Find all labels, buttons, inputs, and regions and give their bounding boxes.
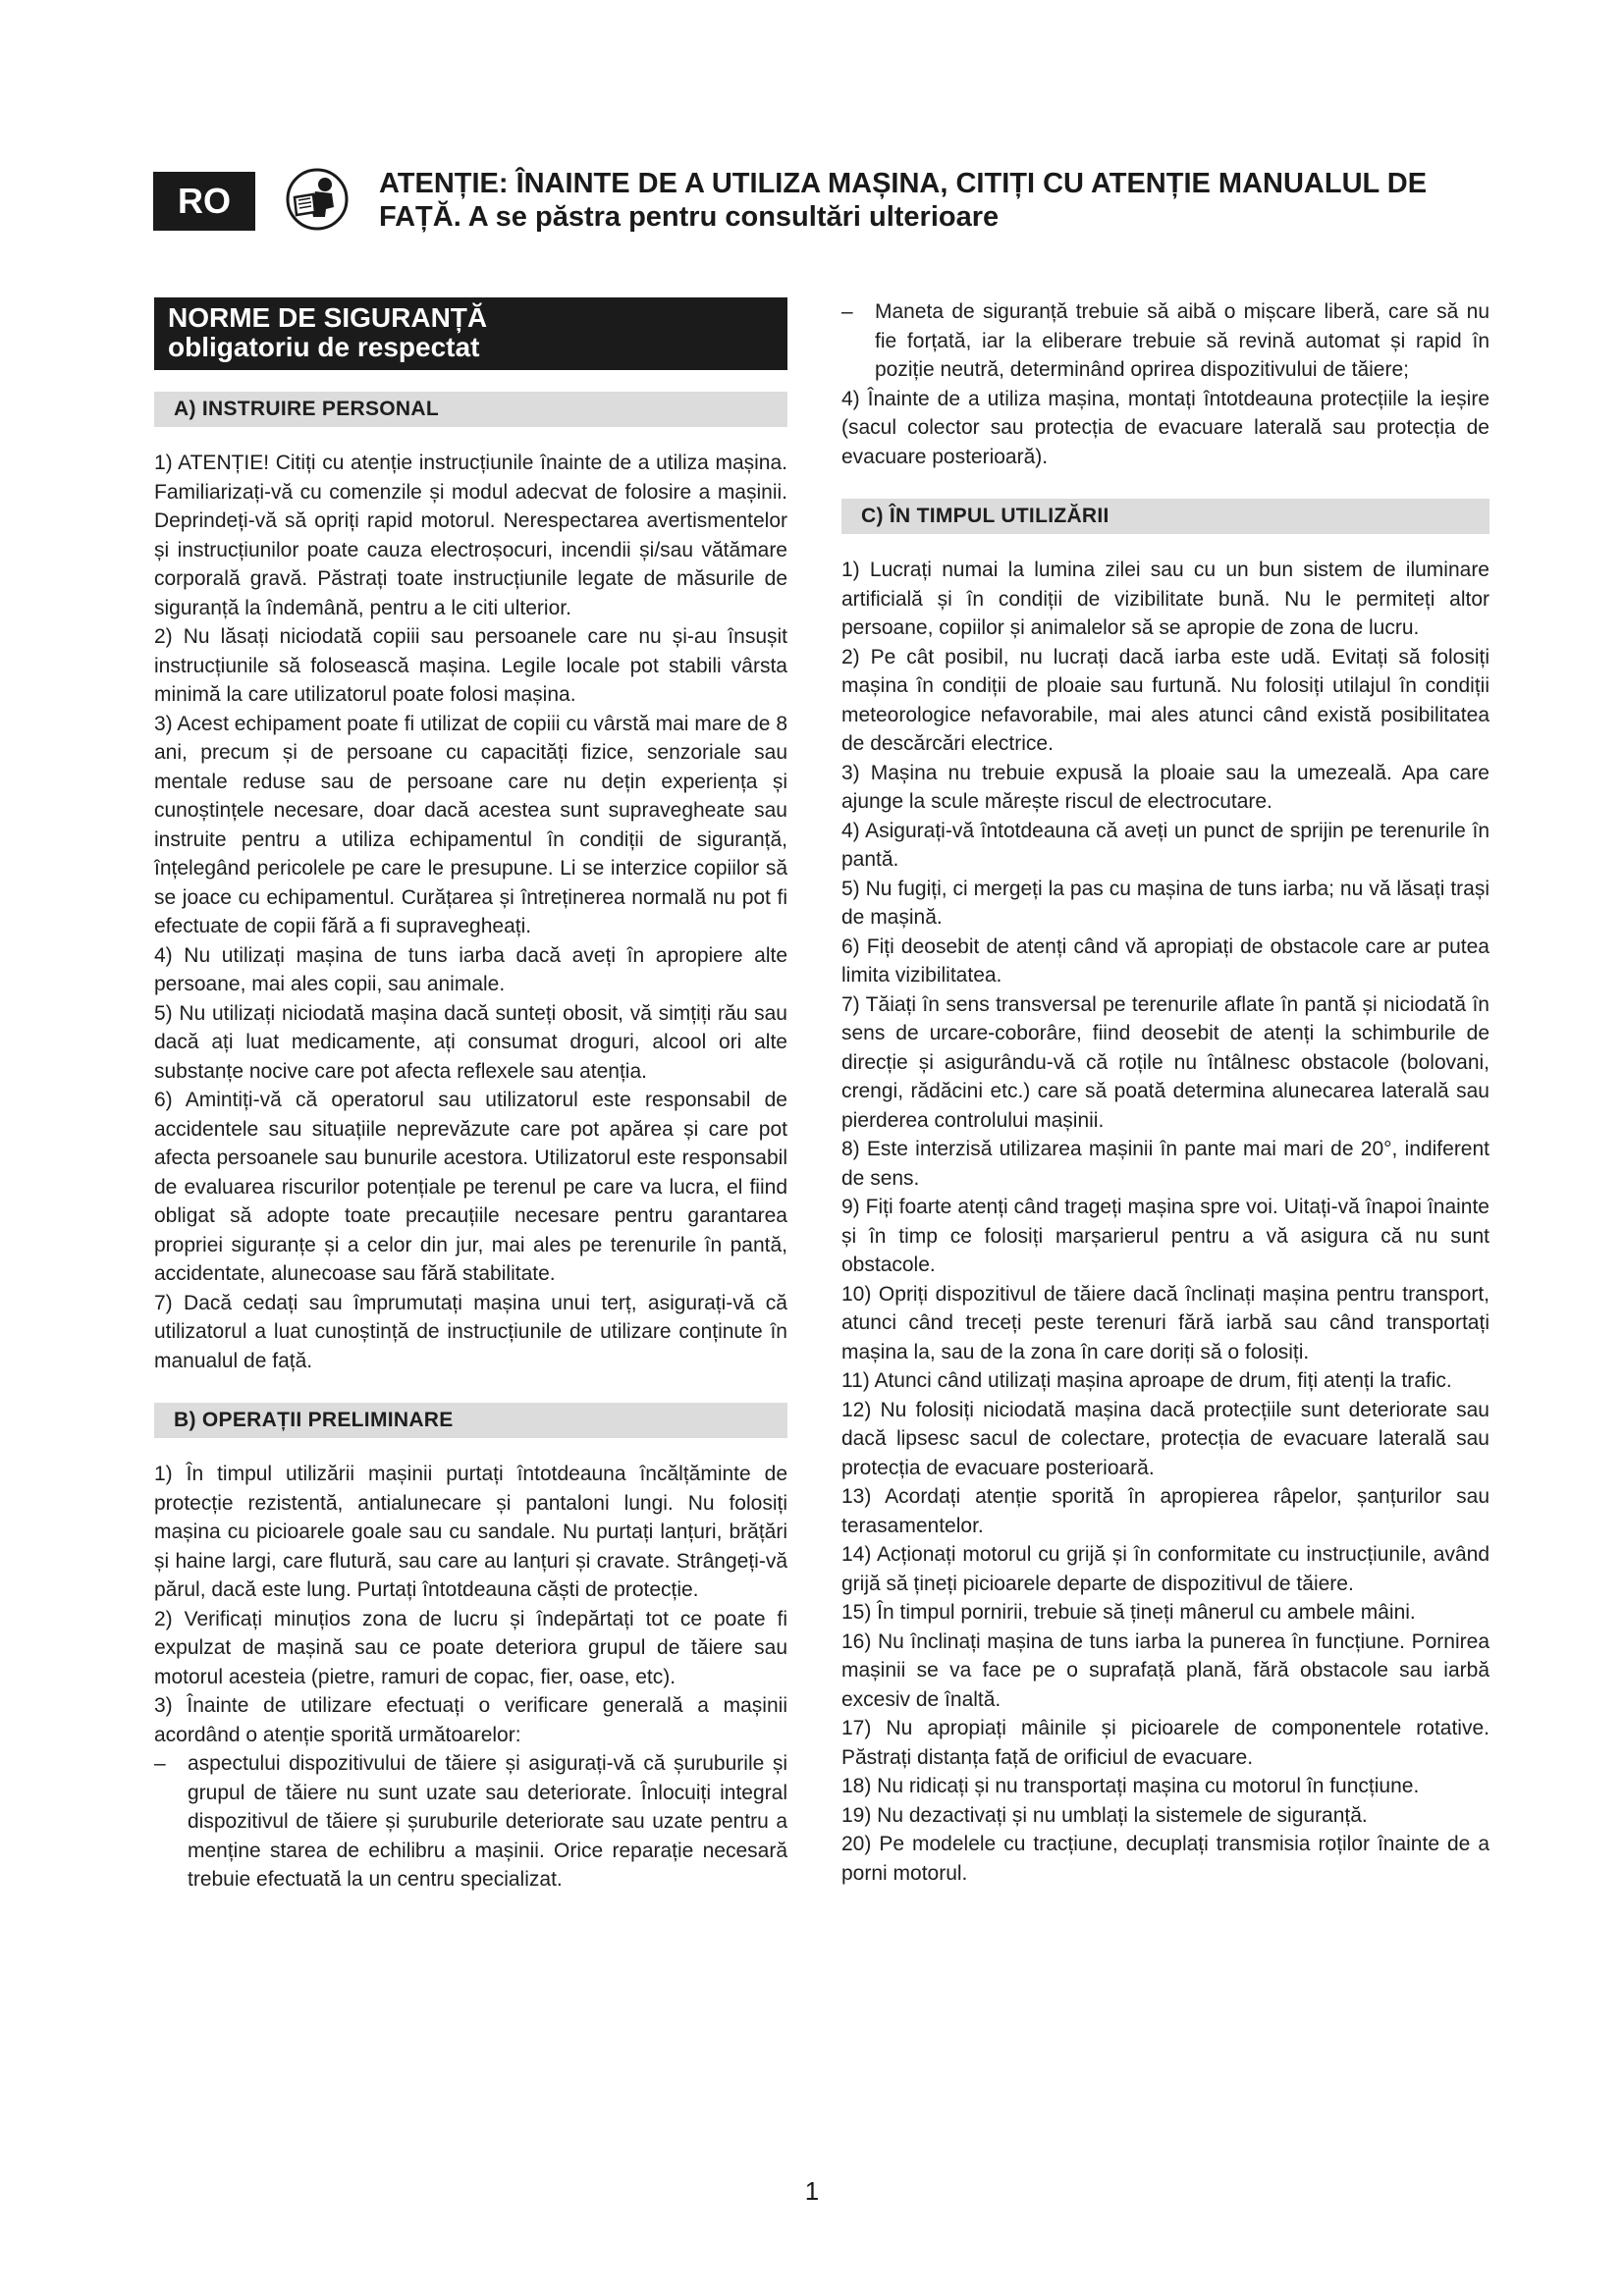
section-c-item: 5) Nu fugiți, ci mergeți la pas cu mașina de tuns iarba; nu vă lăsați trași de mașină.	[841, 877, 1489, 929]
section-a-item: 7) Dacă cedați sau împrumutați mașina unui terț, asigurați-vă că utilizatorul a luat cunoștință de instrucțiunile de utilizare conținute în manualul de față.	[154, 1291, 787, 1372]
section-c-item: 17) Nu apropiați mâinile și picioarele de componentele rotative. Păstrați distanța față de orificiul de evacuare.	[841, 1717, 1489, 1769]
section-a-item: 1) ATENȚIE! Citiți cu atenție instrucțiunile înainte de a utiliza mașina. Familiarizați-vă cu comenzile și modul adecvat de folosire a mașinii. Deprindeți-vă să opriți rapid motorul. Nerespectarea avertismentelor și instrucțiunilor poate cauza electroșocuri, incendii și/sau vătămare corporală gravă. Păstrați toate instrucțiunile legate de măsurile de siguranță la îndemână, pentru a le citi ulterior.	[154, 452, 787, 619]
right-column	[841, 297, 1489, 1888]
section-a-item: 6) Amintiți-vă că operatorul sau utilizatorul este responsabil de accidentele sau situațiile neprevăzute care pot apărea și care pot afecta persoanele sau bunurile acestora. Utilizatorul este responsabil de evaluarea riscurilor potențiale pe terenul pe care va lucra, el fiind obligat să adopte toate precauțiile necesare pentru garantarea propriei siguranțe și a celor din jur, mai ales pe terenurile în pantă, accidentate, alunecoase sau fără stabilitate.	[154, 1089, 787, 1285]
section-c-item: 1) Lucrați numai la lumina zilei sau cu un bun sistem de iluminare artificială și în condiții de vizibilitate bună. Nu le permiteți altor persoane, copiilor și animalelor să se apropie de zona de lucru.	[841, 559, 1489, 639]
section-b-item: 2) Verificați minuțios zona de lucru și îndepărtați tot ce poate fi expulzat de mașină sau ce poate deteriora grupul de tăiere sau motorul acesteia (pietre, ramuri de copac, fier, oase, etc).	[154, 1607, 787, 1688]
section-a-item: 4) Nu utilizați mașina de tuns iarba dacă aveți în apropiere alte persoane, mai ales copii, sau animale.	[154, 943, 787, 995]
section-c-item: 9) Fiți foarte atenți când trageți mașina spre voi. Uitați-vă înapoi înainte și în timp ce folosiți marșarierul pentru a vă asigura că nu sunt obstacole.	[841, 1196, 1489, 1276]
dash-item-text: aspectului dispozitivului de tăiere și asigurați-vă că șuruburile și grupul de tăiere nu sunt uzate sau deteriorate. Înlocuiți integral dispozitivul de tăiere și șuruburile deteriorate sau uzate pentru a menține starea de echilibru a mașinii. Orice reparație necesară trebuie efectuată la un centru specializat.	[188, 1752, 787, 1891]
dash-marker: –	[154, 1752, 166, 1775]
section-c-item: 2) Pe cât posibil, nu lucrați dacă iarba este udă. Evitați să folosiți mașina în condiții de ploaie sau furtună. Nu folosiți utilajul în condiții meteorologice nefavorabile, mai ales atunci când există posibilitatea de descărcări electrice.	[841, 645, 1489, 755]
section-c-item: 14) Acționați motorul cu grijă și în conformitate cu instrucțiunile, având grijă să țineți picioarele departe de dispozitivul de tăiere.	[841, 1543, 1489, 1595]
section-c-item: 7) Tăiați în sens transversal pe terenurile aflate în pantă și niciodată în sens de urcare-coborâre, fiind deosebit de atenți la schimburile de direcție și asigurându-vă că roțile nu întâlnesc obstacole (bolovani, crengi, rădăcini etc.) care să poată determina alunecarea laterală sau pierderea controlului mașinii.	[841, 992, 1489, 1132]
section-b-dash-item-continued	[841, 297, 1489, 385]
section-c-item: 4) Asigurați-vă întotdeauna că aveți un punct de sprijin pe terenurile în pantă.	[841, 819, 1489, 871]
section-c-item: 11) Atunci când utilizați mașina aproape de drum, fiți atenți la trafic.	[841, 1369, 1452, 1392]
section-c-item: 20) Pe modelele cu tracțiune, decuplați transmisia roților înainte de a porni motorul.	[841, 1833, 1489, 1885]
section-c-item: 18) Nu ridicați și nu transportați mașina cu motorul în funcțiune.	[841, 1775, 1420, 1797]
page-number: 1	[804, 2176, 820, 2206]
left-column	[154, 297, 787, 1895]
section-c-item: 6) Fiți deosebit de atenți când vă apropiați de obstacole care ar putea limita vizibilitatea.	[841, 934, 1489, 987]
section-c-item: 10) Opriți dispozitivul de tăiere dacă înclinați mașina pentru transport, atunci când treceți peste terenuri fără iarbă sau când transportați mașina la, sau de la zona în care doriți să o folosiți.	[841, 1282, 1489, 1363]
section-a-item: 3) Acest echipament poate fi utilizat de copiii cu vârstă mai mare de 8 ani, precum și de persoane cu capacități fizice, senzoriale sau mentale reduse sau de persoane care nu dețin experiența și cunoștințele necesare, doar dacă acestea sunt supravegheate sau instruite pentru a utiliza echipamentul în condiții de siguranță, înțelegând pericolele pe care le presupune. Li se interzice copiilor să se joace cu echipamentul. Curățarea și întreținerea normală nu pot fi efectuate de copii fără a fi supravegheați.	[154, 712, 787, 937]
dash-marker: –	[841, 300, 853, 323]
section-c-heading: C) ÎN TIMPUL UTILIZĂRII	[841, 499, 1489, 534]
section-c-item: 13) Acordați atenție sporită în apropierea râpelor, șanțurilor sau terasamentelor.	[841, 1485, 1489, 1537]
section-a-item: 2) Nu lăsați niciodată copiii sau persoanele care nu și-au însușit instrucțiunile să folosească mașina. Legile locale pot stabili vârsta minimă la care utilizatorul poate folosi mașina.	[154, 625, 787, 706]
section-b-item: 1) În timpul utilizării mașinii purtați întotdeauna încălțăminte de protecție rezistentă, antialunecare și pantaloni lungi. Nu folosiți mașina cu picioarele goale sau cu sandale. Nu purtați lanțuri, brățări și haine largi, care flutură, sau care au lanțuri și cravate. Strângeți-vă părul, dacă este lung. Purtați întotdeauna căști de protecție.	[154, 1463, 787, 1601]
read-manual-icon	[286, 168, 349, 231]
section-c-item: 3) Mașina nu trebuie expusă la ploaie sau la umezeală. Apa care ajunge la scule mărește riscul de electrocutare.	[841, 761, 1489, 813]
section-c-item: 15) În timpul pornirii, trebuie să țineți mânerul cu ambele mâini.	[841, 1601, 1416, 1624]
section-c-item: 16) Nu înclinați mașina de tuns iarba la punerea în funcțiune. Pornirea mașinii se va face pe o suprafață plană, fără obstacole sau iarbă excesiv de înaltă.	[841, 1629, 1489, 1711]
language-badge: RO	[153, 172, 255, 231]
dash-item-text: Maneta de siguranță trebuie să aibă o mișcare liberă, care să nu fie forțată, iar la eliberare trebuie să revină automat și rapid în poziție neutră, determinând oprirea dispozitivului de tăiere;	[875, 300, 1489, 381]
safety-rules-subtitle: obligatoriu de respectat	[168, 332, 480, 362]
safety-rules-title: NORME DE SIGURANȚĂ	[168, 302, 488, 333]
section-b-dash-item	[154, 1749, 787, 1895]
section-c-item: 8) Este interzisă utilizarea mașinii în pante mai mari de 20°, indiferent de sens.	[841, 1138, 1489, 1190]
section-c-item: 19) Nu dezactivați și nu umblați la sistemele de siguranță.	[841, 1803, 1368, 1827]
section-a-heading: A) INSTRUIRE PERSONAL	[154, 392, 787, 427]
section-c-item: 12) Nu folosiți niciodată mașina dacă protecțiile sunt deteriorate sau dacă lipsesc sacul de colectare, protecția de evacuare laterală sau protecția de evacuare posterioară.	[841, 1398, 1489, 1479]
section-b-item: 4) Înainte de a utiliza mașina, montați întotdeauna protecțiile la ieșire (sacul colector sau protecția de evacuare laterală sau protecția de evacuare posterioară).	[841, 387, 1489, 468]
safety-rules-banner	[154, 297, 787, 370]
section-b-heading: B) OPERAȚII PRELIMINARE	[154, 1403, 787, 1438]
warning-title: ATENȚIE: ÎNAINTE DE A UTILIZA MAȘINA, CITIȚI CU ATENȚIE MANUALUL DE FAȚĂ. A se păstra pentru consultări ulterioare	[379, 168, 1428, 233]
section-b-item: 3) Înainte de utilizare efectuați o verificare generală a mașinii acordând o atenție sporită următoarelor:	[154, 1694, 787, 1746]
section-a-item: 5) Nu utilizați niciodată mașina dacă sunteți obosit, vă simțiți rău sau dacă ați luat medicamente, ați consumat droguri, alcool ori alte substanțe nocive care pot afecta reflexele sau atenția.	[154, 1001, 787, 1083]
